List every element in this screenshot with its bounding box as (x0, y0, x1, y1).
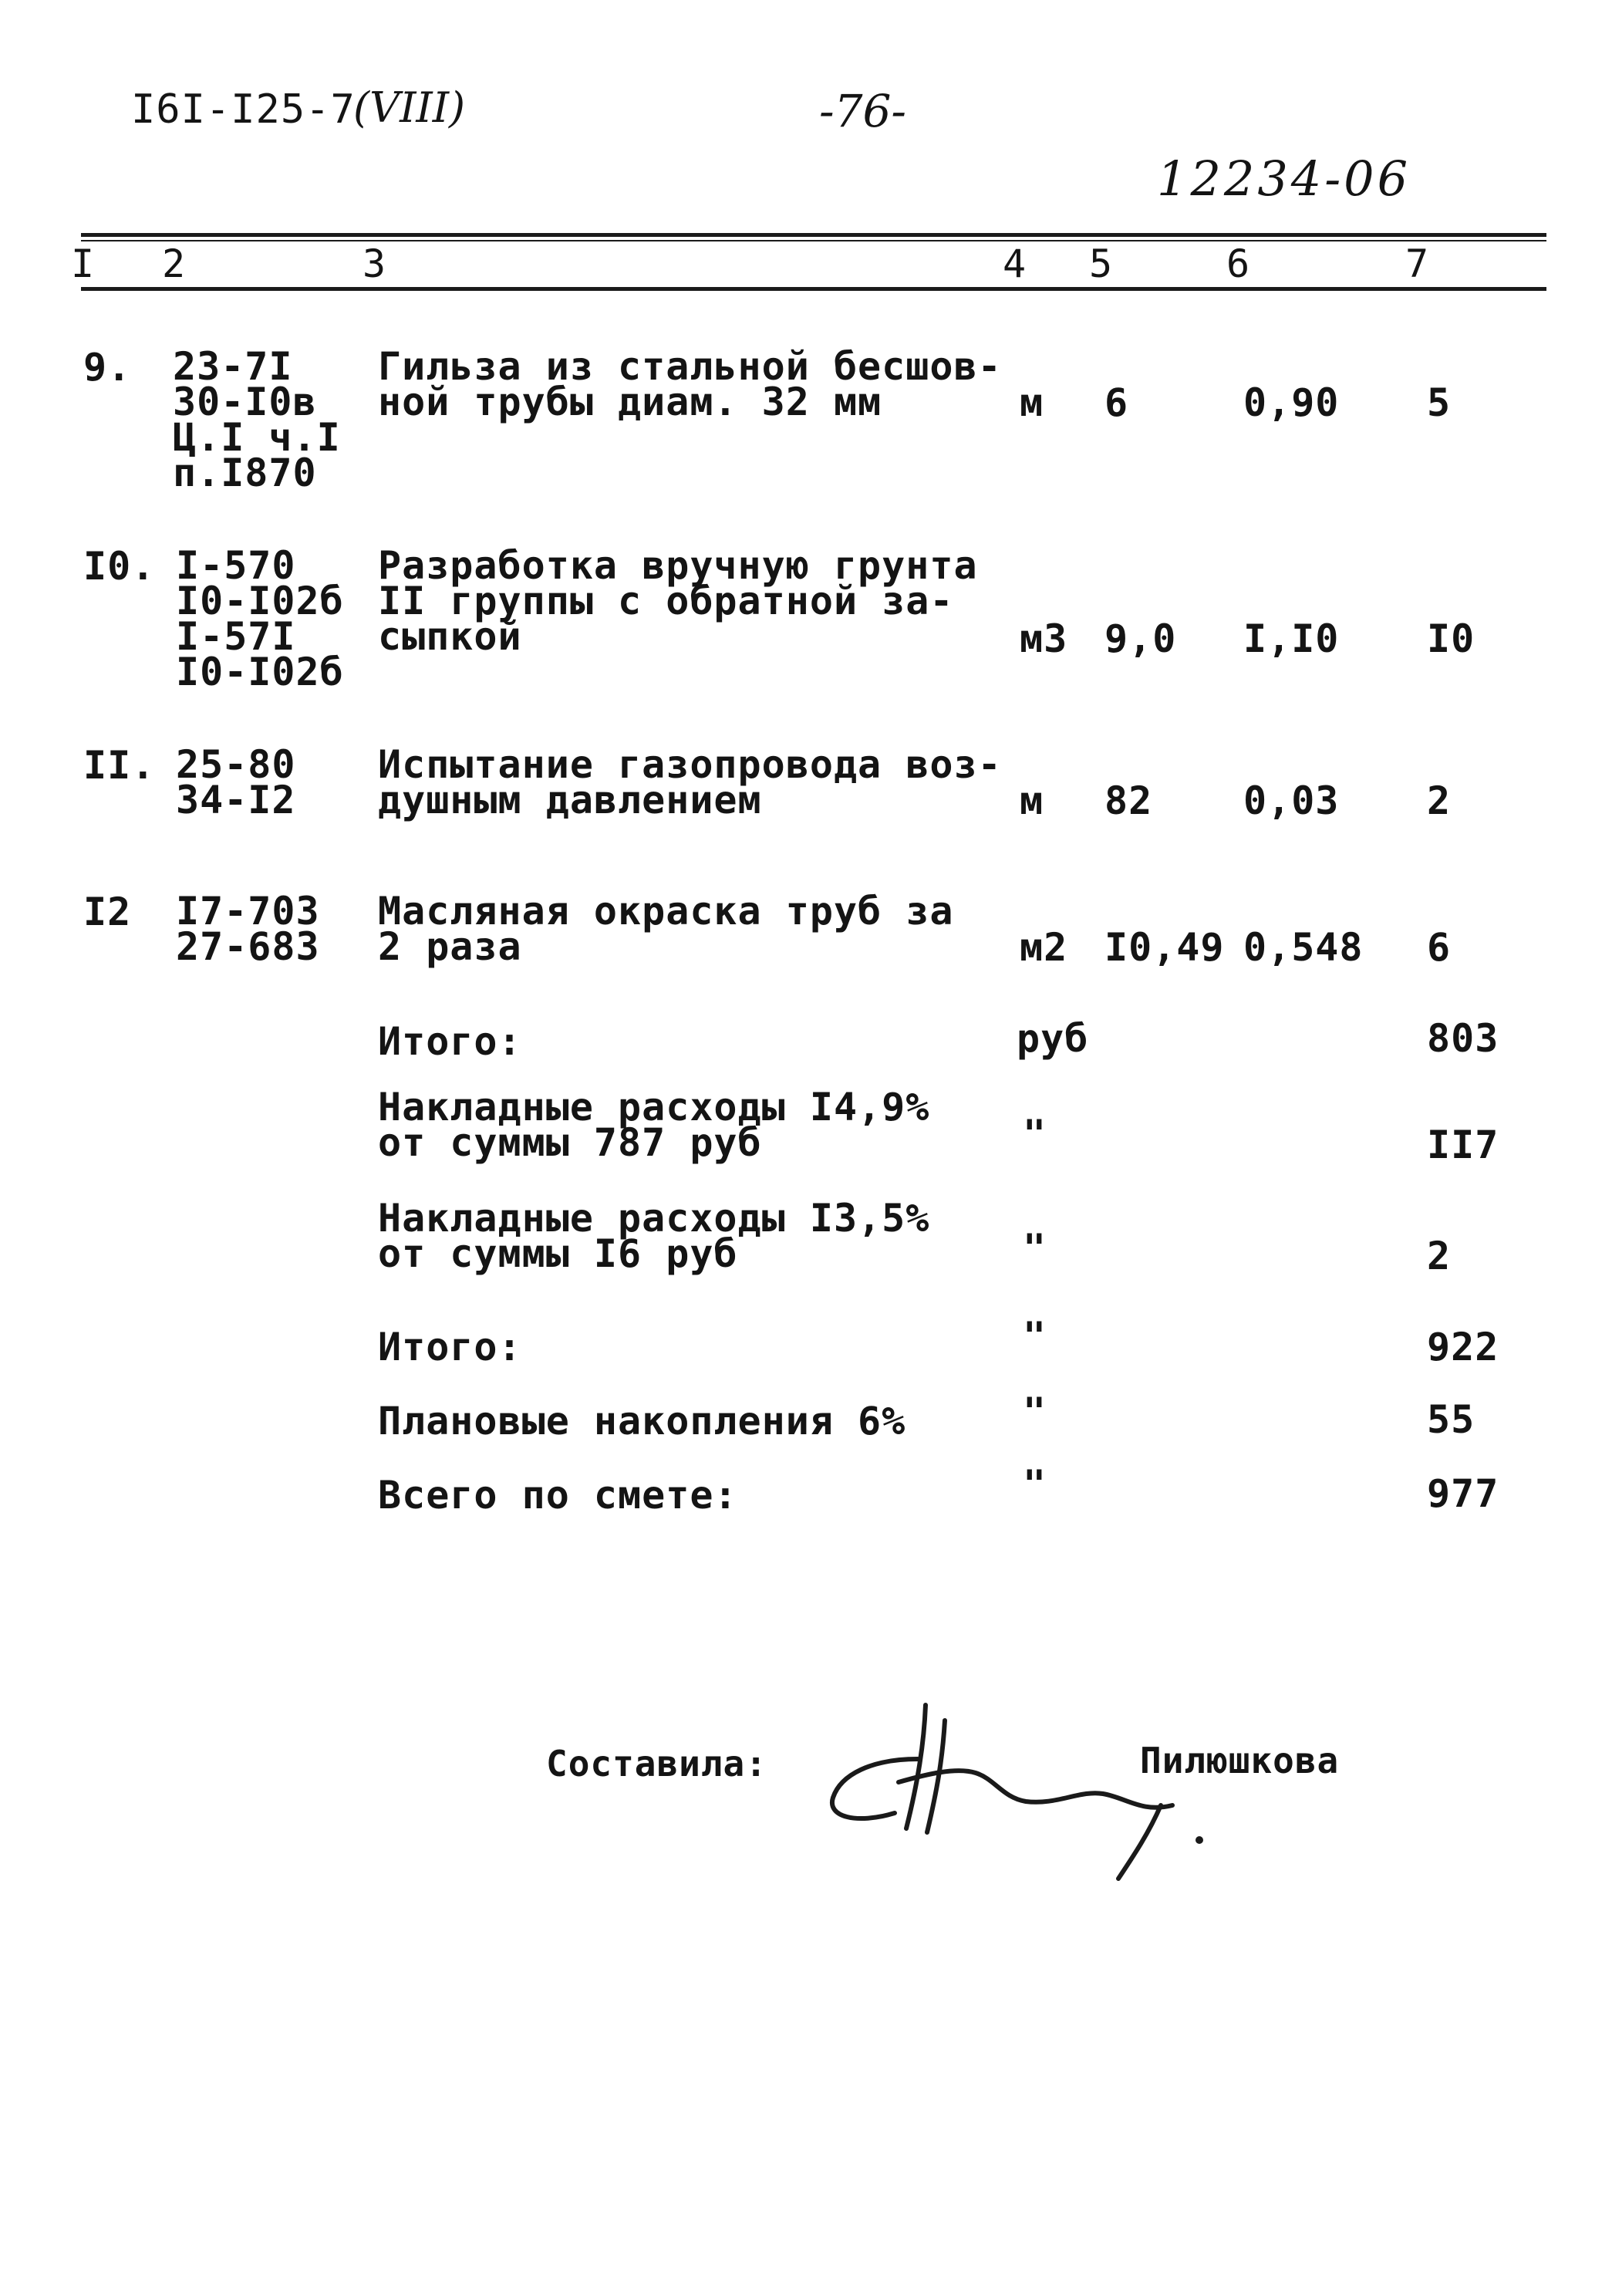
summary-grand-total-label: Всего по смете: (378, 1473, 738, 1518)
summary-planned-savings-label: Плановые накопления 6% (378, 1399, 906, 1443)
page-number: -76- (819, 85, 906, 137)
summary-overhead-1-total: II7 (1427, 1123, 1499, 1167)
row-11-unit: м (1020, 778, 1044, 823)
row-10-unit: м3 (1020, 616, 1068, 661)
summary-overhead-2-total: 2 (1427, 1234, 1452, 1278)
row-12-unit: м2 (1020, 925, 1068, 970)
summary-overhead-1-label: Накладные расходы I4,9% от суммы 787 руб (378, 1085, 930, 1165)
summary-total-value: 922 (1427, 1325, 1499, 1369)
col-header-7: 7 (1405, 241, 1430, 286)
header-top-rule (81, 233, 1546, 237)
compiler-name: Пилюшкова (1140, 1740, 1340, 1781)
col-header-6: 6 (1226, 241, 1251, 286)
row-12-description: Масляная окраска труб за 2 раза (378, 889, 954, 969)
col-header-5: 5 (1089, 241, 1114, 286)
row-11-description: Испытание газопровода воз- душным давлением (378, 742, 1002, 822)
summary-total-unit: " (1023, 1314, 1047, 1359)
row-9-price: 0,90 (1243, 380, 1340, 425)
col-header-1: I (71, 241, 96, 286)
row-9-number: 9. (83, 345, 132, 390)
summary-overhead-2-unit: " (1023, 1226, 1047, 1271)
summary-planned-savings-total: 55 (1427, 1397, 1475, 1442)
summary-grand-total-unit: " (1023, 1462, 1047, 1507)
row-9-qty: 6 (1104, 380, 1129, 425)
row-12-price: 0,548 (1243, 925, 1364, 970)
row-12-codes: I7-703 27-683 (176, 889, 320, 969)
row-10-description: Разработка вручную грунта II группы с обратной за- сыпкой (378, 543, 978, 659)
row-12-qty: I0,49 (1104, 925, 1225, 970)
row-11-codes: 25-80 34-I2 (176, 742, 296, 822)
row-9-description: Гильза из стальной бесшов- ной трубы диам. 32 мм (378, 344, 1002, 424)
inventory-number: 12234-06 (1157, 150, 1411, 207)
document-code: I6I-I25-7 (131, 86, 356, 133)
row-12-total: 6 (1427, 925, 1452, 970)
summary-overhead-2-label: Накладные расходы I3,5% от суммы I6 руб (378, 1196, 930, 1276)
row-10-price: I,I0 (1243, 616, 1340, 661)
row-9-codes: 23-7I 30-I0в Ц.I ч.I п.I870 (173, 344, 341, 495)
col-header-4: 4 (1003, 241, 1027, 286)
col-header-2: 2 (162, 241, 187, 286)
row-9-total: 5 (1427, 380, 1452, 425)
summary-grand-total-value: 977 (1427, 1471, 1499, 1516)
row-11-number: II. (83, 743, 156, 788)
summary-subtotal-unit: руб (1017, 1016, 1089, 1061)
row-10-codes: I-570 I0-I02б I-57I I0-I02б (176, 543, 344, 694)
compiled-by-label: Составила: (546, 1743, 767, 1784)
row-12-number: I2 (83, 890, 132, 934)
row-11-qty: 82 (1104, 778, 1153, 823)
summary-subtotal-total: 803 (1427, 1016, 1499, 1061)
summary-overhead-1-unit: " (1023, 1112, 1047, 1156)
signature (810, 1690, 1242, 1890)
row-9-unit: м (1020, 380, 1044, 425)
document-code-handwritten: (VIII) (353, 83, 466, 132)
row-10-total: I0 (1427, 616, 1475, 661)
summary-planned-savings-unit: " (1023, 1389, 1047, 1434)
header-top-rule-thin (81, 240, 1546, 241)
row-11-price: 0,03 (1243, 778, 1340, 823)
row-10-number: I0. (83, 544, 156, 589)
col-header-3: 3 (363, 241, 387, 286)
summary-total-label: Итого: (378, 1325, 522, 1369)
row-11-total: 2 (1427, 778, 1452, 823)
header-bottom-rule (81, 287, 1546, 291)
summary-subtotal-label: Итого: (378, 1019, 522, 1064)
row-10-qty: 9,0 (1104, 616, 1177, 661)
